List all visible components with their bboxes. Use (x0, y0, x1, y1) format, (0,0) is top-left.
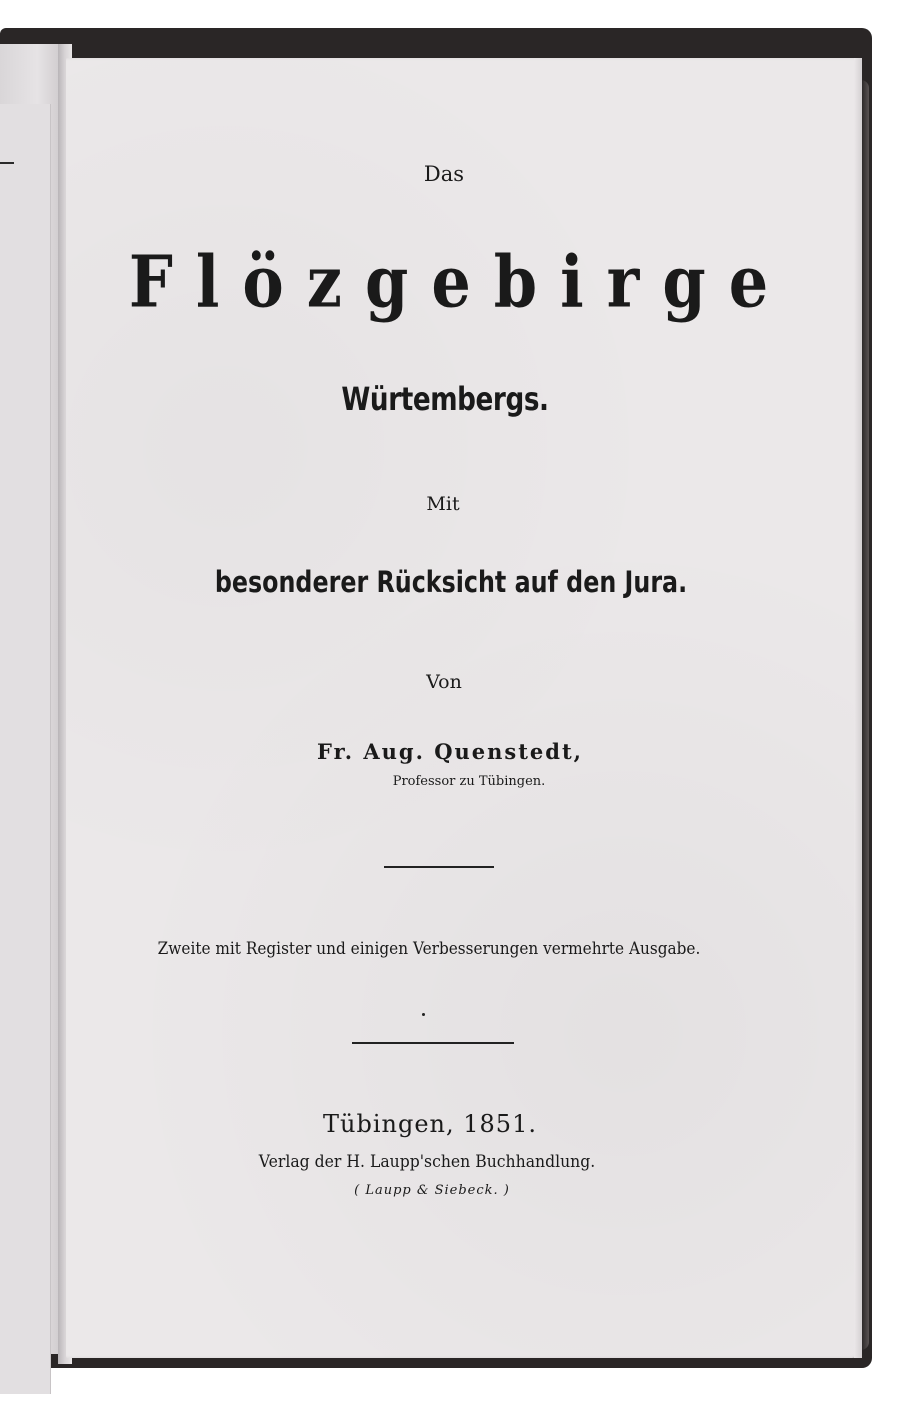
left-endpaper (0, 44, 62, 1354)
connector-text: Mit (426, 493, 460, 515)
subtitle: Würtembergs. (341, 380, 549, 418)
pre-title: Das (423, 162, 465, 186)
divider-rule-2 (352, 1042, 514, 1044)
edition-statement: Zweite mit Register und einigen Verbesserungen vermehrte Ausgabe. (157, 939, 701, 959)
main-title: Flözgebirge (128, 240, 792, 324)
author-title: Professor zu Tübingen. (392, 774, 546, 789)
author-name: Fr. Aug. Quenstedt, (317, 739, 583, 764)
divider-rule (384, 866, 494, 868)
left-page-mark (0, 162, 14, 164)
publisher: Verlag der H. Laupp'schen Buchhandlung. (258, 1152, 596, 1172)
subtitle-2: besonderer Rücksicht auf den Jura. (214, 565, 688, 599)
left-page-leaf (0, 104, 51, 1394)
place-and-year: Tübingen, 1851. (323, 1110, 537, 1138)
imprint: ( Laupp & Siebeck. ) (354, 1183, 510, 1198)
by-line: Von (426, 671, 462, 693)
ink-dot (422, 1013, 425, 1016)
